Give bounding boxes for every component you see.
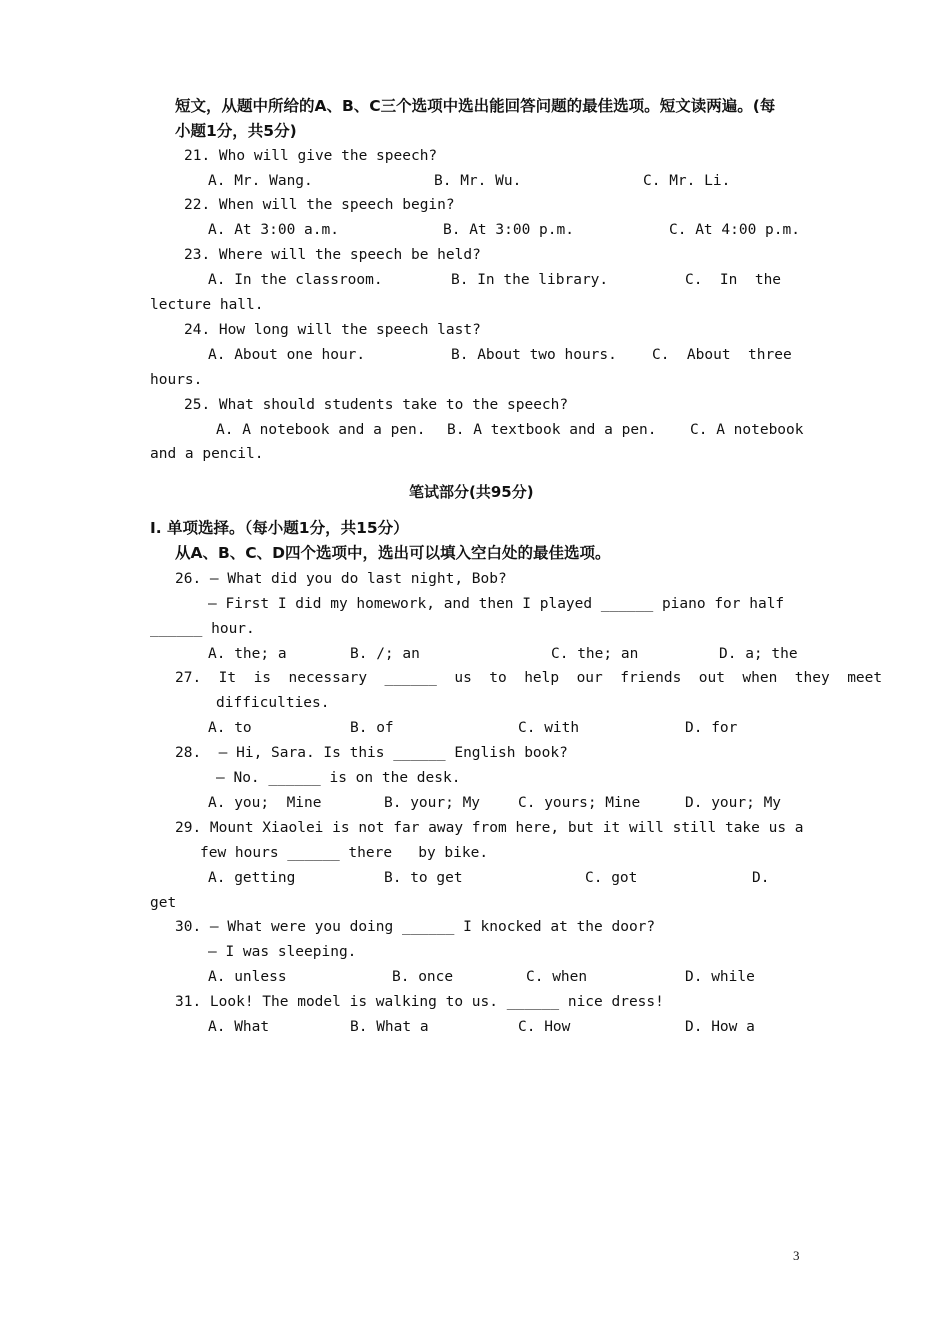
q22-option-a: A. At 3:00 a.m. <box>208 222 339 238</box>
q21-option-c: C. Mr. Li. <box>643 173 731 189</box>
q29-option-c: C. got <box>585 870 638 886</box>
q31-option-b: B. What a <box>350 1019 429 1035</box>
q30-option-b: B. once <box>392 969 454 985</box>
question-27: 27. It is necessary ______ us to help our friends out when they meet <box>175 670 883 686</box>
q28-option-b: B. your; My <box>384 795 481 811</box>
q30-option-d: D. while <box>685 969 755 985</box>
q23-option-c-cont: lecture hall. <box>150 297 264 313</box>
q31-option-a: A. What <box>208 1019 270 1035</box>
question-26: 26. — What did you do last night, Bob? <box>175 571 507 587</box>
question-24: 24. How long will the speech last? <box>184 322 481 338</box>
q29-option-d-cont: get <box>150 895 177 911</box>
q29-option-a: A. getting <box>208 870 296 886</box>
question-25: 25. What should students take to the speech? <box>184 397 569 413</box>
question-29: 29. Mount Xiaolei is not far away from here, but it will still take us a <box>175 820 804 836</box>
question-26-line-2: — First I did my homework, and then I played ______ piano for half <box>208 596 785 612</box>
part1-instruction: 从A、B、C、D四个选项中，选出可以填入空白处的最佳选项。 <box>175 544 611 562</box>
q23-option-b: B. In the library. <box>451 272 609 288</box>
section-title: 笔试部分(共95分) <box>409 483 534 501</box>
intro-line-2: 小题1分，共5分) <box>175 122 297 140</box>
q24-option-c-cont: hours. <box>150 372 203 388</box>
q28-option-d: D. your; My <box>685 795 782 811</box>
q25-option-c-cont: and a pencil. <box>150 446 264 462</box>
q31-option-c: C. How <box>518 1019 571 1035</box>
q28-option-c: C. yours; Mine <box>518 795 641 811</box>
q27-option-b: B. of <box>350 720 394 736</box>
question-23: 23. Where will the speech be held? <box>184 247 481 263</box>
q28-option-a: A. you; Mine <box>208 795 322 811</box>
q26-option-a: A. the; a <box>208 646 287 662</box>
q22-option-c: C. At 4:00 p.m. <box>669 222 800 238</box>
q29-option-d: D. <box>752 870 770 886</box>
q21-option-a: A. Mr. Wang. <box>208 173 313 189</box>
q27-option-a: A. to <box>208 720 252 736</box>
question-26-line-3: ______ hour. <box>150 621 255 637</box>
q27-option-c: C. with <box>518 720 580 736</box>
q26-option-b: B. /; an <box>350 646 420 662</box>
q30-option-a: A. unless <box>208 969 287 985</box>
q24-option-b: B. About two hours. <box>451 347 617 363</box>
question-27-line-2: difficulties. <box>216 695 330 711</box>
question-21: 21. Who will give the speech? <box>184 148 438 164</box>
part1-heading: I. 单项选择。（每小题1分，共15分） <box>150 519 409 537</box>
question-28: 28. — Hi, Sara. Is this ______ English book? <box>175 745 568 761</box>
q27-option-d: D. for <box>685 720 738 736</box>
question-29-line-2: few hours ______ there by bike. <box>200 845 489 861</box>
q24-option-c: C. About three <box>652 347 792 363</box>
question-30: 30. — What were you doing ______ I knocked at the door? <box>175 919 656 935</box>
q23-option-a: A. In the classroom. <box>208 272 383 288</box>
q31-option-d: D. How a <box>685 1019 755 1035</box>
q22-option-b: B. At 3:00 p.m. <box>443 222 574 238</box>
question-28-line-2: — No. ______ is on the desk. <box>216 770 461 786</box>
intro-line-1: 短文，从题中所给的A、B、C三个选项中选出能回答问题的最佳选项。短文读两遍。(每 <box>175 97 776 115</box>
q24-option-a: A. About one hour. <box>208 347 366 363</box>
q23-option-c: C. In the <box>685 272 782 288</box>
q25-option-a: A. A notebook and a pen. <box>216 422 426 438</box>
question-22: 22. When will the speech begin? <box>184 197 455 213</box>
q25-option-b: B. A textbook and a pen. <box>447 422 657 438</box>
q30-option-c: C. when <box>526 969 588 985</box>
q26-option-c: C. the; an <box>551 646 639 662</box>
q25-option-c: C. A notebook <box>690 422 804 438</box>
q29-option-b: B. to get <box>384 870 463 886</box>
question-30-line-2: — I was sleeping. <box>208 944 357 960</box>
page-number: 3 <box>793 1248 800 1263</box>
q26-option-d: D. a; the <box>719 646 798 662</box>
q21-option-b: B. Mr. Wu. <box>434 173 522 189</box>
question-31: 31. Look! The model is walking to us. ______ nice dress! <box>175 994 664 1010</box>
